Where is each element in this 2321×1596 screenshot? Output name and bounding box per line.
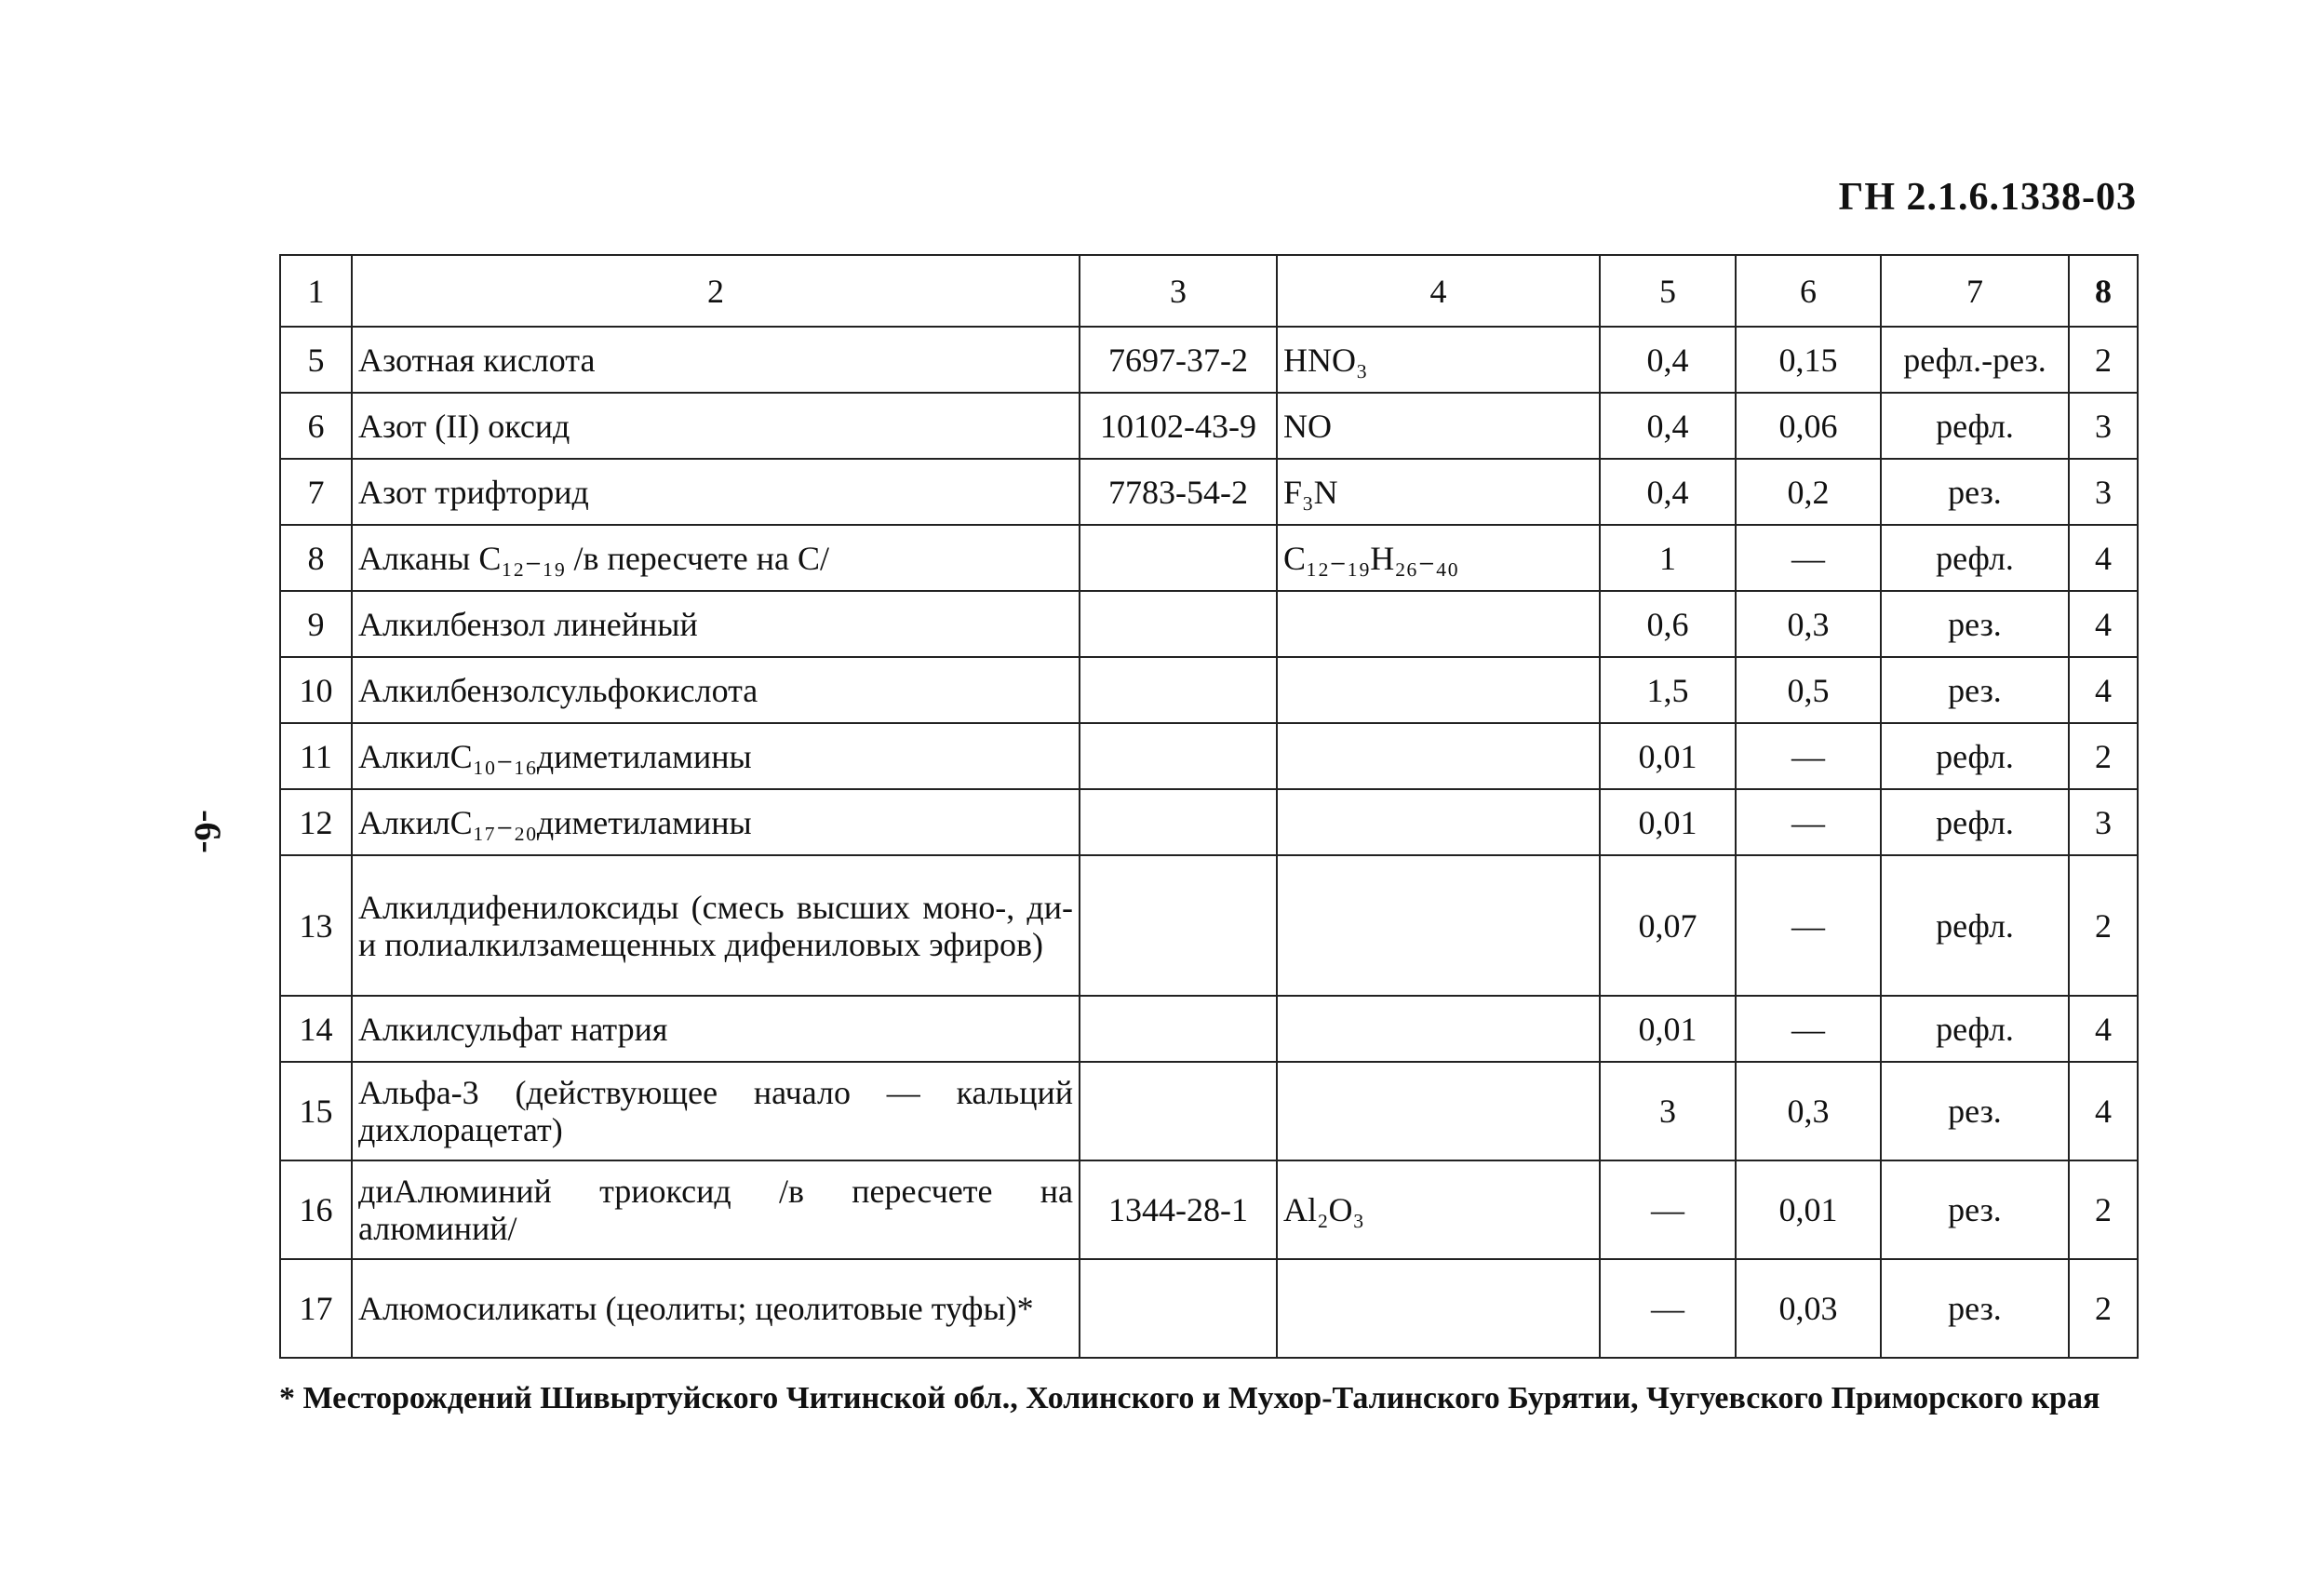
row-number: 9: [280, 591, 352, 657]
chemical-formula: [1277, 855, 1600, 996]
value-col7: рефл.: [1881, 789, 2069, 855]
value-col5: 0,4: [1600, 459, 1736, 525]
row-number: 14: [280, 996, 352, 1062]
column-header: 3: [1080, 255, 1277, 327]
column-header: 6: [1736, 255, 1881, 327]
value-col8: 3: [2069, 459, 2138, 525]
chemical-formula: [1277, 789, 1600, 855]
cas-number: [1080, 789, 1277, 855]
row-number: 17: [280, 1259, 352, 1358]
table-row: [280, 591, 2138, 657]
row-number: 7: [280, 459, 352, 525]
table-row: [280, 393, 2138, 459]
value-col6: —: [1736, 996, 1881, 1062]
value-col6: 0,03: [1736, 1259, 1881, 1358]
value-col6: 0,3: [1736, 591, 1881, 657]
row-number: 11: [280, 723, 352, 789]
substance-name: АлкилC₁₇₋₂₀диметиламины: [352, 789, 1080, 855]
value-col7: рефл.: [1881, 855, 2069, 996]
substance-name: Альфа-3 (действующее начало — кальций дихлорацетат): [352, 1062, 1080, 1160]
value-col5: —: [1600, 1160, 1736, 1259]
value-col6: —: [1736, 855, 1881, 996]
document-code: ГН 2.1.6.1338-03: [1838, 176, 2137, 219]
table-row: [280, 1062, 2138, 1160]
table-row: [280, 525, 2138, 591]
value-col8: 4: [2069, 657, 2138, 723]
column-header: 5: [1600, 255, 1736, 327]
row-number: 15: [280, 1062, 352, 1160]
cas-number: [1080, 1259, 1277, 1358]
table-row: [280, 1160, 2138, 1259]
cas-number: [1080, 657, 1277, 723]
cas-number: [1080, 525, 1277, 591]
value-col7: рез.: [1881, 1259, 2069, 1358]
row-number: 6: [280, 393, 352, 459]
row-number: 13: [280, 855, 352, 996]
value-col6: 0,01: [1736, 1160, 1881, 1259]
value-col6: 0,3: [1736, 1062, 1881, 1160]
value-col5: 0,07: [1600, 855, 1736, 996]
cas-number: [1080, 855, 1277, 996]
row-number: 8: [280, 525, 352, 591]
value-col8: 2: [2069, 1160, 2138, 1259]
cas-number: 7783-54-2: [1080, 459, 1277, 525]
table-body: [280, 327, 2138, 1358]
column-header: 1: [280, 255, 352, 327]
substance-name: Алкилсульфат натрия: [352, 996, 1080, 1062]
value-col5: 0,01: [1600, 789, 1736, 855]
value-col8: 2: [2069, 855, 2138, 996]
cas-number: 1344-28-1: [1080, 1160, 1277, 1259]
substance-name: Алканы C₁₂₋₁₉ /в пересчете на C/: [352, 525, 1080, 591]
chemical-formula: NO: [1277, 393, 1600, 459]
value-col7: рез.: [1881, 1062, 2069, 1160]
value-col5: 0,4: [1600, 393, 1736, 459]
value-col8: 4: [2069, 1062, 2138, 1160]
value-col5: 1,5: [1600, 657, 1736, 723]
substance-name: Азот (II) оксид: [352, 393, 1080, 459]
value-col8: 4: [2069, 591, 2138, 657]
value-col7: рефл.-рез.: [1881, 327, 2069, 393]
substance-name: Азот трифторид: [352, 459, 1080, 525]
value-col7: рефл.: [1881, 393, 2069, 459]
row-number: 16: [280, 1160, 352, 1259]
table-row: [280, 789, 2138, 855]
value-col7: рез.: [1881, 657, 2069, 723]
cas-number: [1080, 723, 1277, 789]
table-row: [280, 996, 2138, 1062]
chemical-formula: [1277, 1062, 1600, 1160]
table-row: [280, 459, 2138, 525]
value-col8: 2: [2069, 723, 2138, 789]
row-number: 12: [280, 789, 352, 855]
page-number: -6-: [186, 810, 229, 853]
value-col5: —: [1600, 1259, 1736, 1358]
cas-number: [1080, 996, 1277, 1062]
value-col7: рефл.: [1881, 996, 2069, 1062]
cas-number: 10102-43-9: [1080, 393, 1277, 459]
value-col5: 0,4: [1600, 327, 1736, 393]
table-row: [280, 657, 2138, 723]
value-col7: рез.: [1881, 591, 2069, 657]
table-row: [280, 1259, 2138, 1358]
chemical-formula: [1277, 591, 1600, 657]
value-col7: рез.: [1881, 1160, 2069, 1259]
value-col5: 1: [1600, 525, 1736, 591]
substance-name: АлкилC₁₀₋₁₆диметиламины: [352, 723, 1080, 789]
chemical-formula: Al₂O₃: [1277, 1160, 1600, 1259]
substances-table: [279, 254, 2139, 1359]
value-col8: 3: [2069, 789, 2138, 855]
cas-number: [1080, 591, 1277, 657]
chemical-formula: [1277, 1259, 1600, 1358]
row-number: 5: [280, 327, 352, 393]
value-col7: рез.: [1881, 459, 2069, 525]
substance-name: Алкилбензолсульфокислота: [352, 657, 1080, 723]
value-col6: —: [1736, 723, 1881, 789]
column-header: 7: [1881, 255, 2069, 327]
value-col8: 4: [2069, 996, 2138, 1062]
chemical-formula: F₃N: [1277, 459, 1600, 525]
value-col8: 3: [2069, 393, 2138, 459]
table-header-row: [280, 255, 2138, 327]
value-col6: 0,5: [1736, 657, 1881, 723]
value-col6: 0,15: [1736, 327, 1881, 393]
row-number: 10: [280, 657, 352, 723]
value-col5: 3: [1600, 1062, 1736, 1160]
substance-name: диАлюминий триоксид /в пересчете на алюминий/: [352, 1160, 1080, 1259]
value-col5: 0,01: [1600, 996, 1736, 1062]
value-col6: —: [1736, 525, 1881, 591]
value-col8: 2: [2069, 327, 2138, 393]
table-row: [280, 327, 2138, 393]
value-col7: рефл.: [1881, 723, 2069, 789]
cas-number: [1080, 1062, 1277, 1160]
chemical-formula: [1277, 657, 1600, 723]
substance-name: Азотная кислота: [352, 327, 1080, 393]
substance-name: Алкилдифенилоксиды (смесь высших моно-, ди- и полиалкилзамещенных дифениловых эфиров): [352, 855, 1080, 996]
chemical-formula: [1277, 723, 1600, 789]
value-col8: 2: [2069, 1259, 2138, 1358]
cas-number: 7697-37-2: [1080, 327, 1277, 393]
table-row: [280, 855, 2138, 996]
value-col5: 0,6: [1600, 591, 1736, 657]
value-col6: 0,2: [1736, 459, 1881, 525]
footnote: * Месторождений Шивыртуйского Читинской обл., Холинского и Мухор-Талинского Бурятии, Чугуевского Приморского края: [279, 1381, 2100, 1415]
value-col6: —: [1736, 789, 1881, 855]
chemical-formula: [1277, 996, 1600, 1062]
column-header: 4: [1277, 255, 1600, 327]
value-col6: 0,06: [1736, 393, 1881, 459]
column-header: 8: [2069, 255, 2138, 327]
chemical-formula: HNO₃: [1277, 327, 1600, 393]
value-col8: 4: [2069, 525, 2138, 591]
column-header: 2: [352, 255, 1080, 327]
substance-name: Алюмосиликаты (цеолиты; цеолитовые туфы)*: [352, 1259, 1080, 1358]
chemical-formula: C₁₂₋₁₉H₂₆₋₄₀: [1277, 525, 1600, 591]
substance-name: Алкилбензол линейный: [352, 591, 1080, 657]
value-col7: рефл.: [1881, 525, 2069, 591]
value-col5: 0,01: [1600, 723, 1736, 789]
table-row: [280, 723, 2138, 789]
